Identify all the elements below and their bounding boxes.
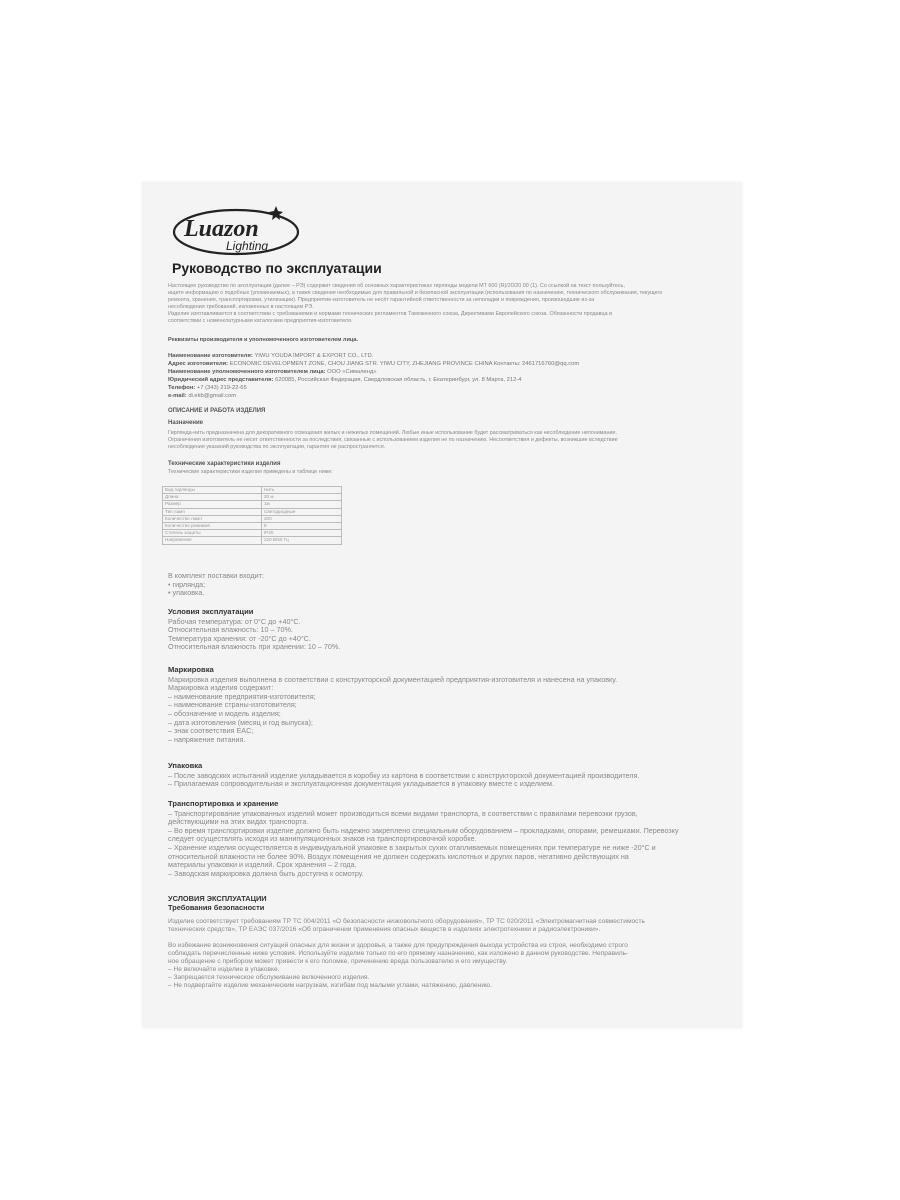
table-row: Длина 20 м: [163, 494, 342, 501]
purpose-text: Гирлянда-нить предназначена для декоративного освещения жилых и нежилых помещений. Любые иные использование будет рассматриваться как несоблюдение непонимание. Ограничения изготовитель не несет ответственности за последствия, связанные с использованием изделия не по назначению. Несоответствия и дефекты, возникшие вследствие несоблюдения указаний руководства по эксплуатации, гарантия не распространяется.: [168, 430, 618, 450]
list-item: • упаковка.: [168, 588, 205, 598]
intro-text: [168, 283, 728, 325]
conditions-section: [168, 894, 728, 912]
conditions-title: УСЛОВИЯ ЭКСПЛУАТАЦИИ: [168, 894, 267, 903]
specs-title: Технические характеристики изделия: [168, 461, 281, 467]
specs-table: [162, 486, 342, 545]
requisite-row: Адрес изготовителя: ECONOMIC DEVELOPMENT ZONE, CHOU JIANG STR. YIWU CITY, ZHEJIANG PROVINCE CHINA Контакты: 2461716760@qq.com: [168, 361, 580, 367]
safety-text: Изделие соответствует требованиям ТР ТС 004/2011 «О безопасности низковольтного оборудования», ТР ТС 020/2011 «Электромагнитная совместимость технических средств», ТР ЕАЭС 037/2016 «Об ограничении применения опасных веществ в изделиях электротехники и радиоэлектроники».: [168, 918, 645, 933]
table-row: Напряжение 220 В/50 Гц: [163, 537, 342, 544]
packing-section: Упаковка – После заводских испытаний изделие укладывается в коробку из картона в соответствии с конструкторской документацией производителя. – Прилагаемая сопроводительная и эксплуатационная документация укладывается в упаковку вместе с изделием.: [168, 762, 728, 789]
requisites-title: Реквизиты производителя и уполномоченного изготовителем лица.: [168, 337, 359, 343]
brand-name: Luazon: [184, 216, 259, 242]
transport-title: Транспортировка и хранение: [168, 799, 279, 808]
list-item: • гирлянда;: [168, 579, 206, 589]
requisite-row: Наименование изготовителя: YIWU YOUDA IMPORT & EXPORT CO., LTD.: [168, 353, 374, 359]
table-row: Степень защиты IP20: [163, 530, 342, 537]
transport-section: Транспортировка и хранение – Транспортирование упакованных изделий может производиться всеми видами транспорта, в соответствии с правилами перевозки грузов, действующими на этих видах транспорта. – Во время транспортировки изделие должно быть надежно закреплено специальным оборудованием – прокладками, опорами, ремешками. Перевозку следует осуществлять исходя из манипуляционных знаков на транспортировочной коробке. – Хранение изделия осуществляется в индивидуальной упаковке в закрытых сухих отапливаемых помещениях при температуре не ниже -20°С и относительной влажности не более 90%. Воздух помещения не должен содержать кислотных и других паров, негативно действующих на материалы упаковки и изделий. Срок хранения – 2 года. – Заводская маркировка должна быть доступна к осмотру.: [168, 800, 728, 878]
intro-line: Изделие изготавливается в соответствии с требованиями и нормами технических регламентов Таможенного союза, Директивами Европейского союза. Обязанности продавца в: [168, 311, 612, 317]
brand-logo: [164, 196, 304, 260]
purpose-title: Назначение: [168, 420, 204, 426]
requisite-row: e-mail: di.ekb@gmail.com: [168, 393, 237, 399]
intro-line: ищите информацию о подобных (упоминаемых), а также сведения необходимые для правильной и безопасной эксплуатации (использования по назначению, технического обслуживания, текущего: [168, 290, 663, 296]
packing-title: Упаковка: [168, 761, 203, 770]
table-row: Вид гирлянды Нить: [163, 487, 342, 494]
intro-line: несоблюдения требований, изложенных в настоящем РЭ.: [168, 304, 314, 310]
operating-title: Условия эксплуатации: [168, 607, 254, 616]
requisite-row: Телефон: +7 (343) 219-22-65: [168, 385, 247, 391]
description-title: ОПИСАНИЕ И РАБОТА ИЗДЕЛИЯ: [168, 408, 266, 414]
kit-title: В комплект поставки входит:: [168, 571, 264, 580]
page-title: Руководство по эксплуатации: [172, 260, 382, 276]
safety-title: Требования безопасности: [168, 903, 265, 912]
table-row: Размер 1м: [163, 501, 342, 508]
intro-line: Настоящее руководство по эксплуатации (далее – РЭ) содержит сведения об основных характеристиках гирлянды модели MT 600 (R)/20/20 00 (1). Со ссылкой на текст пользуйтесь,: [168, 283, 625, 289]
intro-line: ремонта, хранения, транспортировки, утилизации). Предприятие-изготовитель не несёт гарантийной ответственности за неполадки и повреждения, произошедшие из-за: [168, 297, 595, 303]
kit-section: [168, 572, 728, 598]
requisites-list: [168, 352, 728, 400]
brand-logo-graphic: [164, 196, 304, 260]
marking-title: Маркировка: [168, 665, 214, 674]
operating-section: Условия эксплуатации Рабочая температура: от 0°С до +40°С. Относительная влажность: 10 – 70%. Температура хранения: от -20°С до +40°С. Относительная влажность при хранении: 10 – 70%.: [168, 608, 728, 652]
brand-sub: Lighting: [226, 239, 269, 253]
specs-subtitle: Технические характеристики изделия приведены в таблице ниже:: [168, 469, 333, 475]
marking-section: Маркировка Маркировка изделия выполнена в соответствии с конструкторской документацией предприятия-изготовителя и нанесена на упаковку. Маркировка изделия содержит: – наименование предприятия-изготовителя; – наименование страны-изготовителя; – обозначение и модель изделия; – дата изготовления (месяц и год выпуска); – знак соответствия EAC; – напряжение питания.: [168, 666, 728, 744]
requisite-row: Наименование уполномоченного изготовителем лица: ООО «Сималенд»: [168, 369, 377, 375]
intro-line: соответствии с номенклатурными каталогами предприятия-изготовителя.: [168, 318, 353, 324]
safety-rules: Во избежание возникновения ситуаций опасных для жизни и здоровья, а также для предупреждения выхода устройства из строя, необходимо строго соблюдать перечисленные ниже условия. Используйте изделие только по его прямому назначению, как изложено в данном руководстве. Неправиль- ное обращение с прибором может привести к его поломке, причинению вреда пользователю и его имуществу. – Не включайте изделие в упаковке. – Запрещается техническое обслуживание включенного изделия. – Не подвергайте изделие механическим нагрузкам, изгибам под малыми углами, натяжению, давлению.: [168, 942, 629, 989]
requisite-row: Юридический адрес представителя: 620085, Российская Федерация, Свердловская область, г. Екатеринбург, ул. 8 Марта, 212-4: [168, 377, 522, 383]
table-row: Количество ламп 200: [163, 515, 342, 522]
manual-page: [142, 182, 742, 1028]
table-row: Тип ламп Светодиодные: [163, 508, 342, 515]
table-row: Количество режимов 8: [163, 522, 342, 529]
